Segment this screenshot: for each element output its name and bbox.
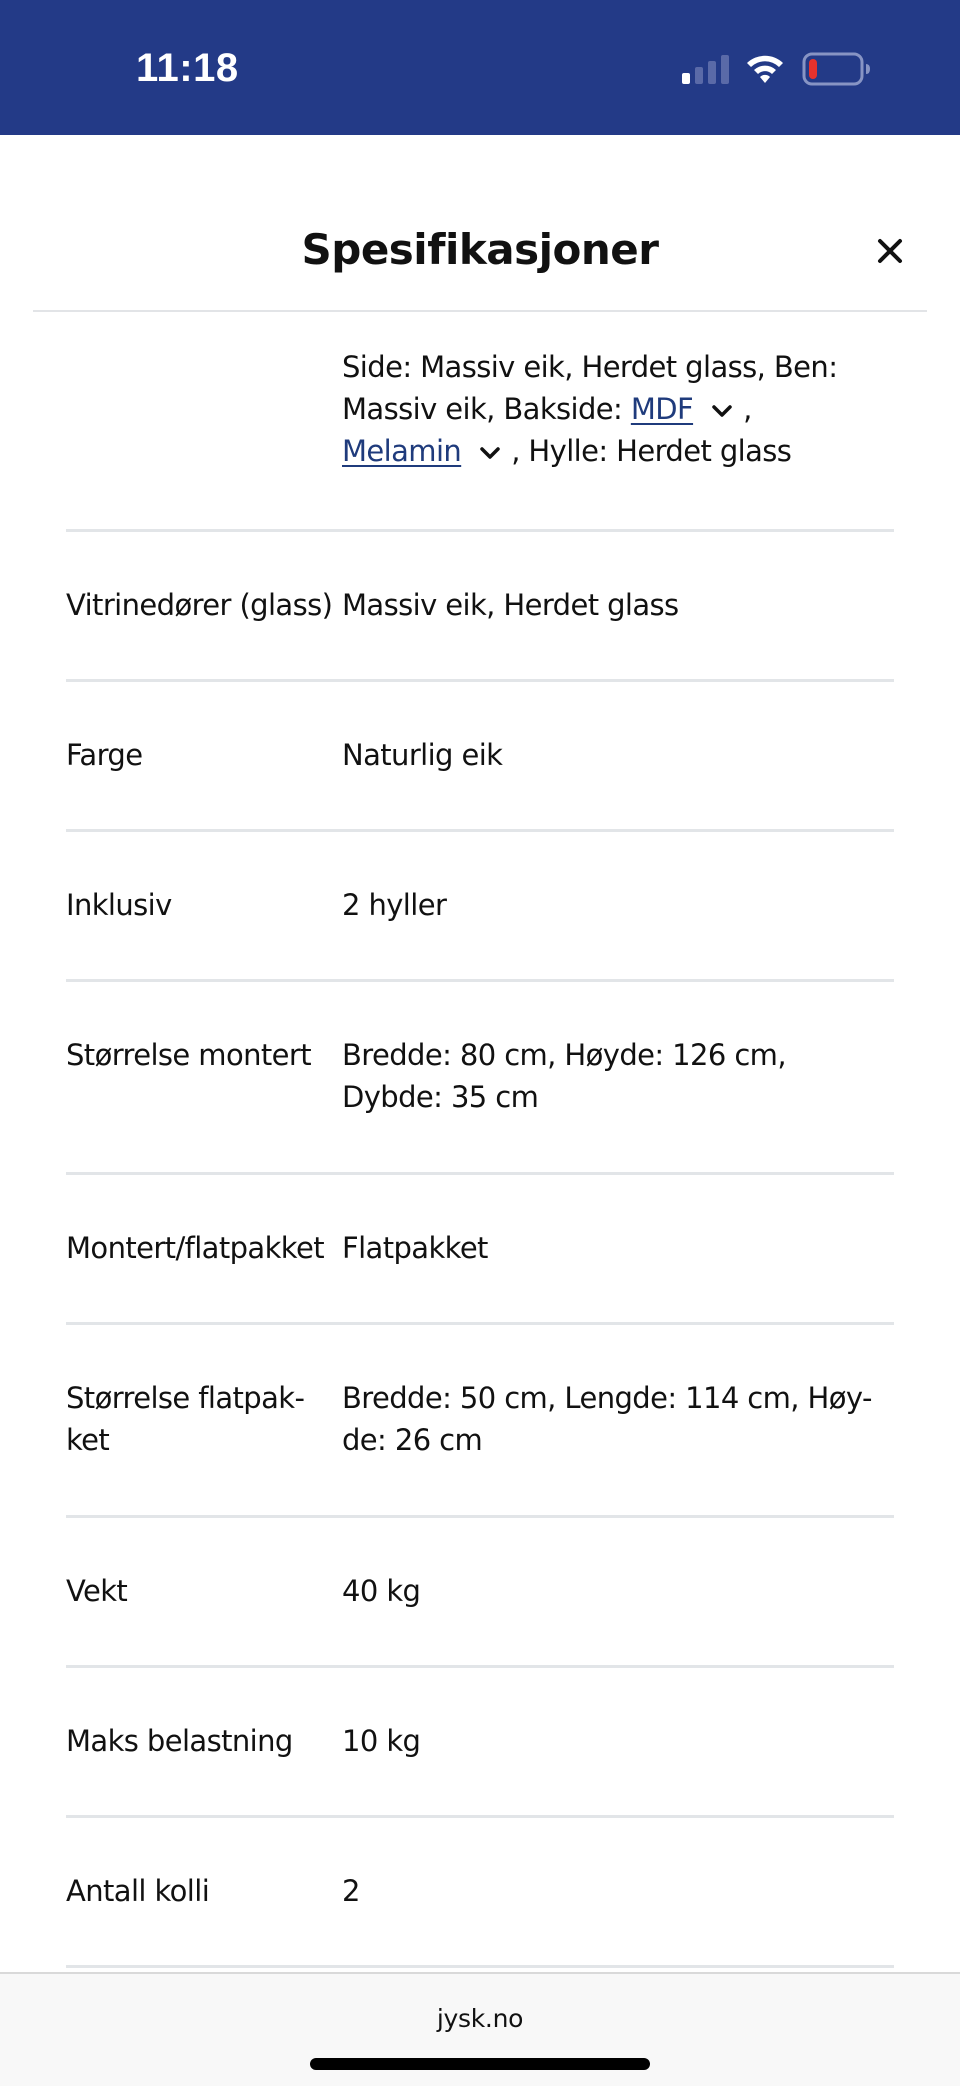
spec-value: Naturlig eik bbox=[342, 738, 503, 772]
spec-label: Antall kolli bbox=[66, 1874, 210, 1908]
close-icon bbox=[877, 238, 903, 264]
close-button[interactable] bbox=[872, 233, 908, 269]
spec-row bbox=[66, 832, 894, 982]
material-link-mdf[interactable]: MDF bbox=[630, 392, 694, 426]
spec-label: Vitrinedører (glass) bbox=[66, 588, 333, 622]
wifi-icon bbox=[745, 52, 785, 84]
spec-value: 2 hyller bbox=[342, 888, 447, 922]
spec-row bbox=[66, 1518, 894, 1668]
spec-label: Inklusiv bbox=[66, 888, 172, 922]
status-time: 11:18 bbox=[136, 46, 239, 90]
spec-value: Bredde: 50 cm, Lengde: 114 cm, Høy-de: 26 cm bbox=[342, 1381, 872, 1457]
separator: , bbox=[743, 392, 752, 426]
spec-label: Størrelse montert bbox=[66, 1038, 311, 1072]
spec-row bbox=[66, 1668, 894, 1818]
spec-value: 10 kg bbox=[342, 1724, 421, 1758]
spec-label: Farge bbox=[66, 738, 143, 772]
spec-row-material bbox=[66, 340, 894, 532]
spec-label: Montert/flatpakket bbox=[66, 1231, 324, 1265]
battery-low-icon bbox=[802, 52, 872, 86]
cellular-signal-icon bbox=[680, 54, 730, 84]
spec-row bbox=[66, 532, 894, 682]
material-link-melamin[interactable]: Melamin bbox=[342, 434, 462, 468]
header-divider bbox=[33, 310, 927, 312]
spec-label: Vekt bbox=[66, 1574, 128, 1608]
spec-row bbox=[66, 682, 894, 832]
spec-value-text: Side: Massiv eik, Herdet glass, Ben: Massiv eik, Bakside: bbox=[342, 350, 838, 426]
spec-value: 2 bbox=[342, 1874, 360, 1908]
spec-row bbox=[66, 982, 894, 1175]
status-bar bbox=[0, 0, 960, 135]
spec-label: Maks belastning bbox=[66, 1724, 293, 1758]
spec-row bbox=[66, 1175, 894, 1325]
spec-value: 40 kg bbox=[342, 1574, 421, 1608]
spec-value: Bredde: 80 cm, Høyde: 126 cm, Dybde: 35 cm bbox=[342, 1038, 786, 1114]
spec-value: Flatpakket bbox=[342, 1231, 488, 1265]
spec-value bbox=[342, 346, 894, 472]
spec-value: Massiv eik, Herdet glass bbox=[342, 588, 679, 622]
sheet-title: Spesifikasjoner bbox=[301, 225, 659, 274]
browser-bottom-bar bbox=[0, 1972, 960, 2086]
chevron-down-icon[interactable] bbox=[479, 446, 501, 460]
chevron-down-icon[interactable] bbox=[711, 404, 733, 418]
spec-label: Størrelse flatpak-ket bbox=[66, 1381, 305, 1457]
spec-row bbox=[66, 1325, 894, 1518]
url-label[interactable]: jysk.no bbox=[436, 2004, 524, 2033]
home-indicator[interactable] bbox=[310, 2058, 650, 2070]
spec-row bbox=[66, 1818, 894, 1968]
spec-value-text: , Hylle: Herdet glass bbox=[511, 434, 792, 468]
